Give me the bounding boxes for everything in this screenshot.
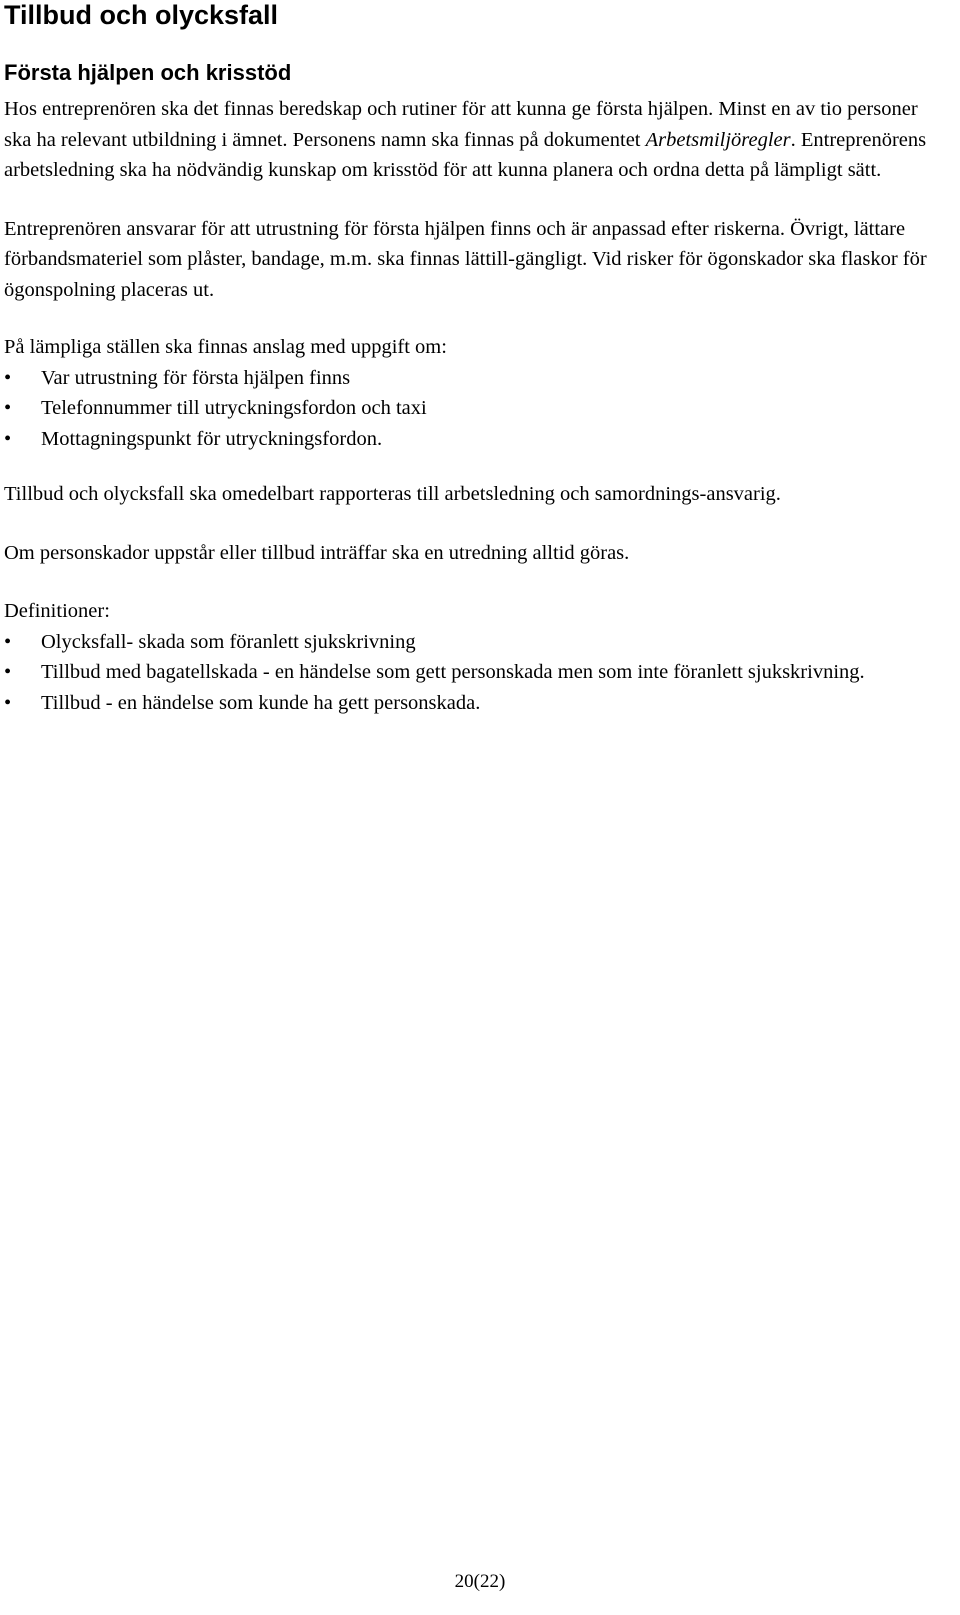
- page-number: 20(22): [454, 1571, 506, 1592]
- definitions-heading: Definitioner:: [4, 600, 110, 622]
- list-item: [4, 688, 950, 719]
- list-item: [4, 627, 950, 658]
- document-reference: Arbetsmiljöregler: [645, 128, 791, 151]
- paragraph-first-aid: [4, 94, 950, 186]
- bullet-icon: •: [4, 691, 12, 714]
- bullet-icon: •: [4, 366, 12, 389]
- document-page: [4, 0, 950, 718]
- paragraph-first-aid-text-2: . Entreprenörens arbetsledning ska ha nödvändig kunskap om krisstöd för att kunna planera och ordna detta på lämpligt sätt.: [4, 128, 927, 181]
- page-title: Tillbud och olycksfall: [4, 0, 279, 30]
- list-item-text: Tillbud med bagatellskada - en händelse som gett personskada men som inte föranlett sjukskrivning.: [41, 661, 865, 683]
- list-item: [4, 363, 950, 394]
- paragraph-equipment: Entreprenören ansvarar för att utrustning för första hjälpen finns och är anpassad efter riskerna. Övrigt, lättare förbandsmateriel som plåster, bandage, m.m. ska finnas lättill-gängligt. Vid risker för ögonskador ska flaskor för ögonspolning placeras ut.: [4, 217, 927, 301]
- list-item-text: Tillbud - en händelse som kunde ha gett personskada.: [41, 691, 481, 714]
- bullet-icon: •: [4, 661, 12, 683]
- bullet-icon: •: [4, 397, 12, 419]
- list-item: [4, 424, 950, 455]
- section-heading: Första hjälpen och krisstöd: [4, 60, 292, 85]
- list-item-text: Var utrustning för första hjälpen finns: [41, 366, 351, 389]
- notice-list: [4, 363, 950, 455]
- definitions-list: [4, 627, 950, 719]
- paragraph-first-aid-text-1: Hos entreprenören ska det finnas beredskap och rutiner för att kunna ge första hjälpen. Minst en av tio personer ska ha relevant utbildning i ämnet. Personens namn ska finnas på dokumentet: [4, 98, 918, 151]
- paragraph-reporting: Tillbud och olycksfall ska omedelbart rapporteras till arbetsledning och samordnings-ansvarig.: [4, 483, 781, 505]
- paragraph-notice-intro: På lämpliga ställen ska finnas anslag med uppgift om:: [4, 336, 447, 358]
- list-item-text: Olycksfall- skada som föranlett sjukskrivning: [41, 630, 416, 653]
- list-item: [4, 393, 950, 424]
- bullet-icon: •: [4, 630, 12, 653]
- list-item: [4, 657, 950, 688]
- list-item-text: Mottagningspunkt för utryckningsfordon.: [41, 427, 383, 450]
- paragraph-investigation: Om personskador uppstår eller tillbud inträffar ska en utredning alltid göras.: [4, 541, 630, 564]
- list-item-text: Telefonnummer till utryckningsfordon och taxi: [41, 397, 427, 419]
- bullet-icon: •: [4, 427, 12, 450]
